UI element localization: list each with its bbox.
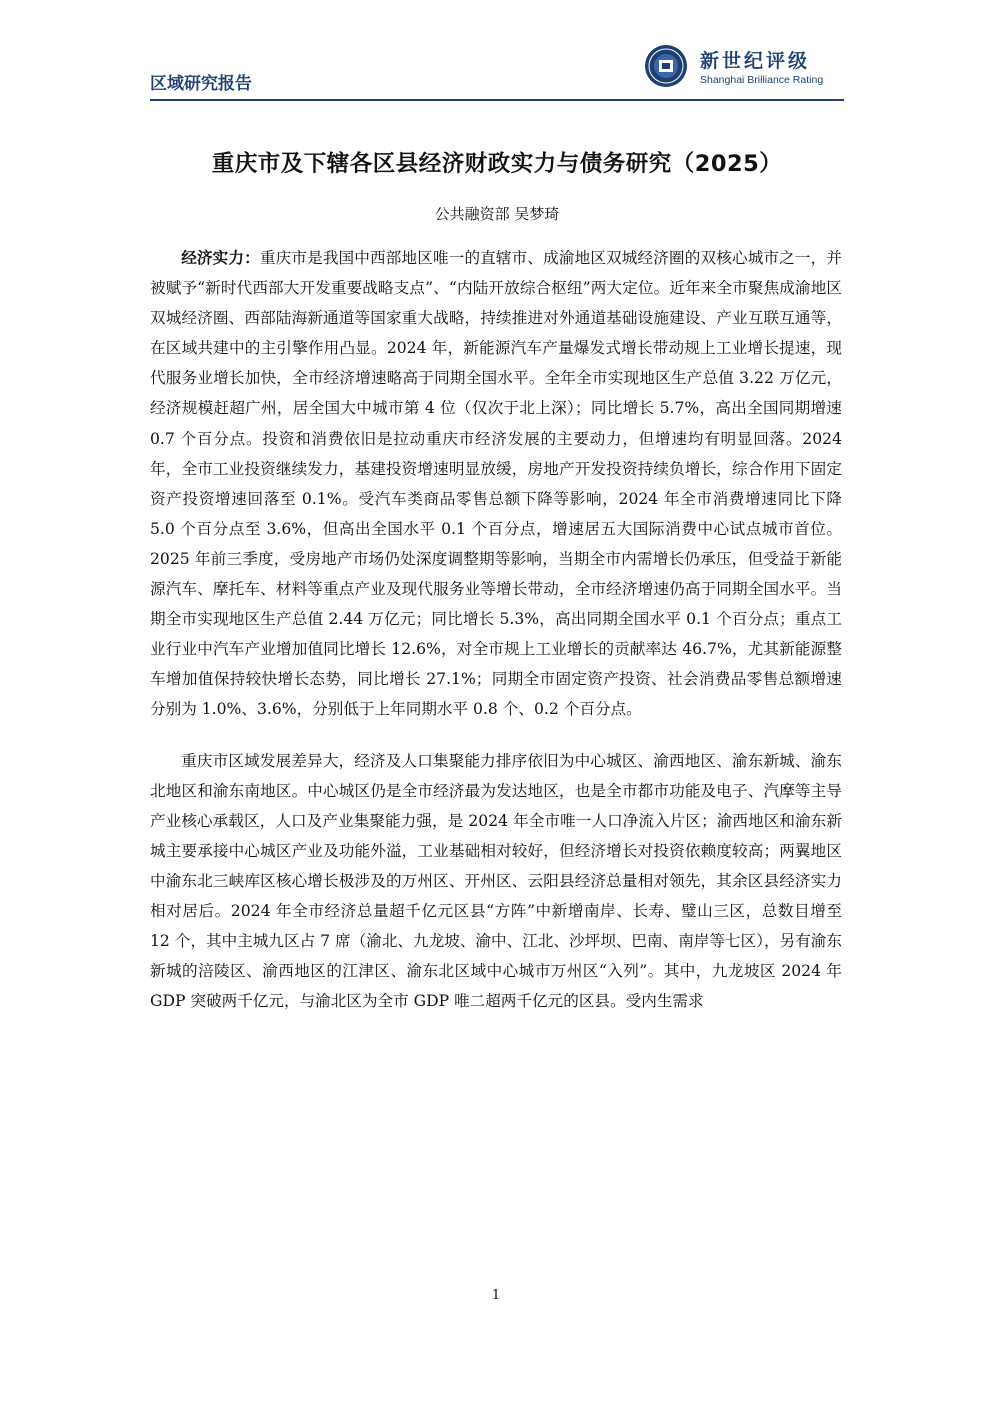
header-divider xyxy=(150,99,844,101)
report-category: 区域研究报告 xyxy=(150,74,252,94)
paragraph-lead: 经济实力： xyxy=(181,248,260,267)
document-title: 重庆市及下辖各区县经济财政实力与债务研究（2025） xyxy=(211,151,783,177)
company-logo xyxy=(644,42,844,92)
logo-english-name: Shanghai Brilliance Rating xyxy=(700,74,824,86)
paragraph-text: 重庆市是我国中西部地区唯一的直辖市、成渝地区双城经济圈的双核心城市之一，并被赋予“新时代西部大开发重要战略支点”、“内陆开放综合枢纽”两大定位。近年来全市聚焦成渝地区双城经济圈、西部陆海新通道等国家重大战略，持续推进对外通道基础设施建设、产业互联互通等，在区域共建中的主引擎作用凸显。2024 年，新能源汽车产量爆发式增长带动规上工业增长提速，现代服务业增长加快，全市经济增速略高于同期全国水平。全年全市实现地区生产总值 3.22 万亿元，经济规模赶超广州，居全国大中城市第 4 位（仅次于北上深）；同比增长 5.7%，高出全国同期增速 0.7 个百分点。投资和消费依旧是拉动重庆市经济发展的主要动力，但增速均有明显回落。2024 年，全市工业投资继续发力，基建投资增速明显放缓，房地产开发投资持续负增长，综合作用下固定资产投资增速回落至 0.1%。受汽车类商品零售总额下降等影响，2024 年全市消费增速同比下降 5.0 个百分点至 3.6%，但高出全国水平 0.1 个百分点，增速居五大国际消费中心试点城市首位。2025 年前三季度，受房地产市场仍处深度调整期等影响，当期全市内需增长仍承压，但受益于新能源汽车、摩托车、材料等重点产业及现代服务业等增长带动，全市经济增速仍高于同期全国水平。当期全市实现地区生产总值 2.44 万亿元；同比增长 5.3%，高出同期全国水平 0.1 个百分点；重点工业行业中汽车产业增加值同比增长 12.6%，对全市规上工业增长的贡献率达 46.7%，尤其新能源整车增加值保持较快增长态势，同比增长 27.1%；同期全市固定资产投资、社会消费品零售总额增速分别为 1.0%、3.6%，分别低于上年同期水平 0.8 个、0.2 个百分点。 xyxy=(150,249,842,719)
page-header xyxy=(150,40,844,100)
document-body xyxy=(150,243,842,1016)
body-paragraph xyxy=(150,746,842,1017)
body-paragraph xyxy=(150,243,842,725)
logo-chinese-name: 新世纪评级 xyxy=(700,50,811,72)
page-number: 1 xyxy=(491,1288,501,1303)
seal-icon xyxy=(644,44,688,88)
paragraph-text: 重庆市区域发展差异大，经济及人口集聚能力排序依旧为中心城区、渝西地区、渝东新城、渝东北地区和渝东南地区。中心城区仍是全市经济最为发达地区，也是全市都市功能及电子、汽摩等主导产业核心承载区，人口及产业集聚能力强，是 2024 年全市唯一人口净流入片区；渝西地区和渝东新城主要承接中心城区产业及功能外溢，工业基础相对较好，但经济增长对投资依赖度较高；两翼地区中渝东北三峡库区核心增长极涉及的万州区、开州区、云阳县经济总量相对领先，其余区县经济实力相对居后。2024 年全市经济总量超千亿元区县“方阵”中新增南岸、长寿、璧山三区，总数目增至 12 个，其中主城九区占 7 席（渝北、九龙坡、渝中、江北、沙坪坝、巴南、南岸等七区），另有渝东新城的涪陵区、渝西地区的江津区、渝东北区域中心城市万州区“入列”。其中，九龙坡区 2024 年 GDP 突破两千亿元，与渝北区为全市 GDP 唯二超两千亿元的区县。受内生需求 xyxy=(150,751,842,1011)
author-line: 公共融资部 吴梦琦 xyxy=(434,205,560,223)
